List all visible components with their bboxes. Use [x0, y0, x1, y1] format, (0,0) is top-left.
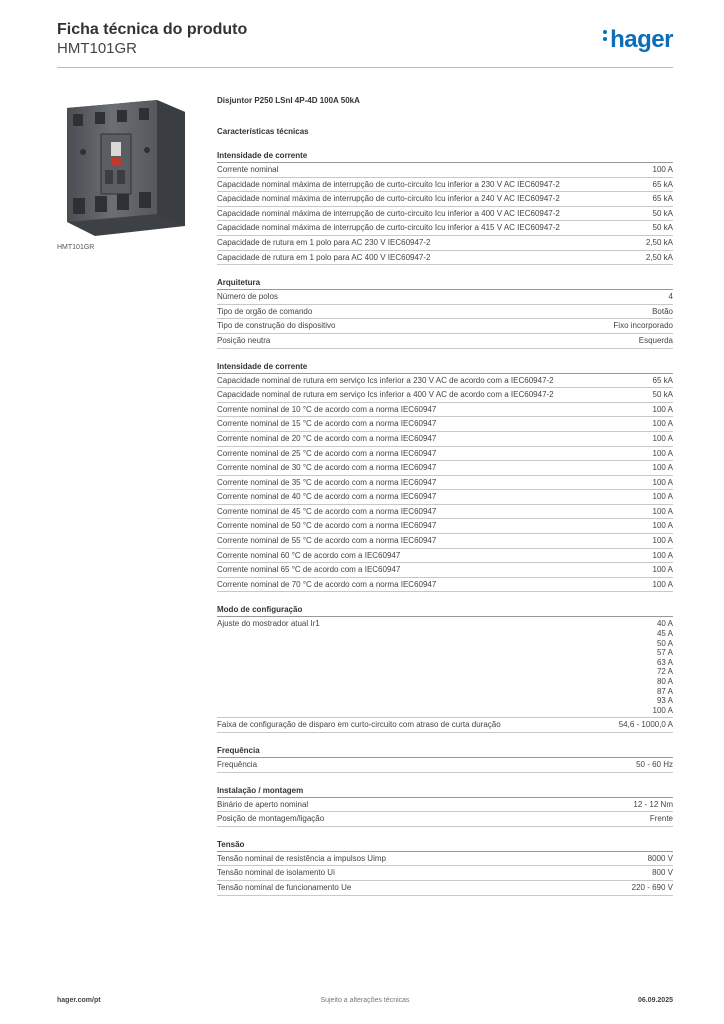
- spec-value: [632, 883, 673, 893]
- spec-label: Capacidade nominal máxima de interrupção de curto-circuito Icu inferior a 415 V AC IEC60947-2: [217, 223, 560, 233]
- spec-value: [653, 565, 673, 575]
- spec-value: [653, 405, 673, 415]
- spec-value: [646, 238, 673, 248]
- spec-value-item: 80 A: [656, 677, 673, 686]
- spec-label: Capacidade nominal máxima de interrupção de curto-circuito Icu inferior a 400 V AC IEC60947-2: [217, 208, 560, 218]
- spec-value: [653, 463, 673, 473]
- spec-label: Corrente nominal de 55 °C de acordo com a norma IEC60947: [217, 536, 437, 546]
- spec-value-item: 87 A: [656, 686, 673, 696]
- spec-group-title: Intensidade de corrente: [217, 150, 673, 163]
- spec-value: [633, 800, 673, 810]
- spec-row: [217, 617, 673, 718]
- spec-value: [648, 854, 673, 864]
- spec-row: [217, 866, 673, 881]
- spec-group-title: Frequência: [217, 745, 673, 758]
- spec-value-item: 50 - 60 Hz: [636, 759, 673, 769]
- spec-value-item: 65 kA: [652, 375, 673, 385]
- spec-row: [217, 221, 673, 236]
- spec-row: [217, 305, 673, 320]
- spec-row: [217, 798, 673, 813]
- document-title: Ficha técnica do produto: [57, 21, 248, 38]
- spec-label: Tensão nominal de isolamento Ui: [217, 868, 335, 878]
- spec-row: [217, 403, 673, 418]
- spec-row: [217, 519, 673, 534]
- spec-value-item: 100 A: [652, 165, 673, 174]
- spec-value: [669, 292, 673, 302]
- spec-value-item: 100 A: [652, 536, 673, 546]
- spec-value-item: 100 A: [652, 448, 673, 458]
- spec-row: [217, 549, 673, 564]
- spec-value-item: Esquerda: [638, 335, 673, 345]
- spec-label: Corrente nominal de 45 °C de acordo com a norma IEC60947: [217, 506, 437, 516]
- spec-value: [653, 507, 673, 517]
- spec-value: [653, 434, 673, 444]
- spec-value: [613, 321, 673, 331]
- spec-value-item: 220 - 690 V: [631, 882, 673, 892]
- page-header: [57, 20, 673, 58]
- spec-value: [653, 419, 673, 429]
- spec-row: [217, 178, 673, 193]
- spec-value-item: 65 kA: [652, 194, 673, 204]
- spec-value: [653, 165, 673, 175]
- spec-value: [653, 194, 673, 204]
- spec-value-item: 100 A: [652, 521, 673, 531]
- spec-value: [653, 180, 673, 190]
- spec-group: [217, 785, 673, 827]
- spec-group-title: Instalação / montagem: [217, 785, 673, 798]
- spec-group: [217, 150, 673, 265]
- spec-group: [217, 604, 673, 733]
- spec-label: Tipo de orgão de comando: [217, 306, 313, 316]
- spec-value: [639, 336, 673, 346]
- spec-value: [653, 551, 673, 561]
- spec-value-item: 100 A: [652, 705, 673, 715]
- spec-row: [217, 563, 673, 578]
- spec-label: Ajuste do mostrador atual Ir1: [217, 619, 320, 629]
- spec-group-title: Tensão: [217, 839, 673, 852]
- spec-value: [653, 209, 673, 219]
- spec-value: [653, 536, 673, 546]
- spec-row: [217, 505, 673, 520]
- spec-value-item: Fixo incorporado: [613, 321, 673, 331]
- spec-row: [217, 461, 673, 476]
- spec-label: Capacidade de rutura em 1 polo para AC 230 V IEC60947-2: [217, 237, 431, 247]
- spec-value-item: 100 A: [652, 419, 673, 429]
- spec-label: Posição de montagem/ligação: [217, 814, 325, 824]
- spec-label: Corrente nominal 65 °C de acordo com a IEC60947: [217, 565, 401, 575]
- spec-row: [217, 476, 673, 491]
- product-name: Disjuntor P250 LSnI 4P-4D 100A 50kA: [217, 96, 360, 105]
- spec-row: [217, 290, 673, 305]
- spec-value-item: 100 A: [652, 477, 673, 487]
- spec-value-item: 4: [668, 292, 673, 302]
- spec-label: Corrente nominal: [217, 165, 279, 174]
- spec-value: [653, 376, 673, 386]
- spec-value: [650, 814, 673, 824]
- spec-value: [653, 619, 673, 715]
- spec-value-item: 100 A: [652, 433, 673, 443]
- spec-value: [653, 390, 673, 400]
- spec-row: [217, 236, 673, 251]
- spec-value-item: Botão: [652, 306, 673, 316]
- header-divider: [57, 67, 673, 68]
- spec-label: Corrente nominal de 70 °C de acordo com a norma IEC60947: [217, 579, 437, 589]
- spec-value-item: 12 - 12 Nm: [633, 799, 673, 809]
- spec-label: Faixa de configuração de disparo em curto-circuito com atraso de curta duração: [217, 720, 501, 730]
- footer-date: 06.09.2025: [637, 997, 673, 1004]
- spec-row: [217, 578, 673, 593]
- spec-value-item: 100 A: [652, 404, 673, 414]
- spec-value-item: 100 A: [652, 506, 673, 516]
- spec-row: [217, 334, 673, 349]
- spec-row: [217, 319, 673, 334]
- spec-group: [217, 277, 673, 348]
- spec-row: [217, 812, 673, 827]
- spec-value-item: 63 A: [656, 657, 673, 667]
- spec-label: Corrente nominal de 40 °C de acordo com a norma IEC60947: [217, 492, 437, 502]
- spec-value-item: 54,6 - 1000,0 A: [618, 720, 673, 730]
- spec-row: [217, 251, 673, 266]
- footer-note: Sujeito a alterações técnicas: [320, 997, 410, 1004]
- spec-label: Capacidade nominal máxima de interrupção de curto-circuito Icu inferior a 240 V AC IEC60947-2: [217, 194, 560, 204]
- spec-sheet: [217, 96, 673, 896]
- spec-group-title: Modo de configuração: [217, 604, 673, 617]
- spec-value: [619, 720, 673, 730]
- spec-value-item: 100 A: [652, 565, 673, 575]
- spec-value-item: 8000 V: [647, 853, 673, 863]
- spec-value-item: 50 A: [656, 638, 673, 648]
- spec-group: [217, 361, 673, 593]
- spec-row: [217, 163, 673, 178]
- product-image: [57, 94, 197, 239]
- spec-value: [653, 580, 673, 590]
- spec-row: [217, 447, 673, 462]
- spec-label: Tensão nominal de resistência a impulsos Uimp: [217, 853, 386, 863]
- logo-dots-icon: [603, 27, 608, 44]
- spec-row: [217, 758, 673, 773]
- spec-row: [217, 432, 673, 447]
- spec-label: Corrente nominal de 30 °C de acordo com a norma IEC60947: [217, 463, 437, 473]
- spec-group-title: Intensidade de corrente: [217, 361, 673, 374]
- spec-value: [646, 253, 673, 263]
- spec-row: [217, 388, 673, 403]
- spec-value-item: 65 kA: [652, 179, 673, 189]
- spec-label: Corrente nominal de 50 °C de acordo com a norma IEC60947: [217, 521, 437, 531]
- spec-label: Corrente nominal de 20 °C de acordo com a norma IEC60947: [217, 433, 437, 443]
- spec-value-item: 45 A: [656, 629, 673, 639]
- spec-row: [217, 534, 673, 549]
- spec-value-item: 2,50 kA: [645, 237, 673, 247]
- spec-label: Corrente nominal 60 °C de acordo com a IEC60947: [217, 550, 401, 560]
- spec-value-item: 2,50 kA: [645, 252, 673, 262]
- spec-group: [217, 745, 673, 773]
- spec-value-item: 800 V: [652, 868, 673, 878]
- spec-label: Binário de aperto nominal: [217, 799, 309, 809]
- spec-value: [636, 760, 673, 770]
- spec-label: Capacidade nominal de rutura em serviço Ics inferior a 230 V AC de acordo com a IEC60947-2: [217, 375, 554, 385]
- footer-website: hager.com/pt: [57, 997, 101, 1004]
- spec-label: Frequência: [217, 759, 258, 769]
- spec-value: [652, 868, 673, 878]
- spec-group-title: Arquitetura: [217, 277, 673, 290]
- section-title: Características técnicas: [217, 127, 309, 136]
- spec-label: Posição neutra: [217, 335, 271, 345]
- spec-value-item: Frente: [649, 814, 673, 824]
- spec-label: Capacidade de rutura em 1 polo para AC 400 V IEC60947-2: [217, 252, 431, 262]
- image-caption: HMT101GR: [57, 244, 95, 251]
- spec-value: [653, 492, 673, 502]
- spec-value-item: 100 A: [652, 492, 673, 502]
- spec-label: Corrente nominal de 35 °C de acordo com a norma IEC60947: [217, 477, 437, 487]
- logo-text: hager: [610, 26, 673, 53]
- spec-row: [217, 852, 673, 867]
- spec-groups: [217, 150, 673, 896]
- spec-value: [653, 478, 673, 488]
- spec-value-item: 40 A: [656, 619, 673, 629]
- spec-label: Capacidade nominal máxima de interrupção de curto-circuito Icu inferior a 230 V AC IEC60947-2: [217, 179, 560, 189]
- spec-value: [653, 449, 673, 459]
- spec-label: Corrente nominal de 15 °C de acordo com a norma IEC60947: [217, 419, 437, 429]
- spec-label: Corrente nominal de 25 °C de acordo com a norma IEC60947: [217, 448, 437, 458]
- spec-label: Corrente nominal de 10 °C de acordo com a norma IEC60947: [217, 404, 437, 414]
- spec-row: [217, 192, 673, 207]
- spec-row: [217, 374, 673, 389]
- spec-label: Capacidade nominal de rutura em serviço Ics inferior a 400 V AC de acordo com a IEC60947-2: [217, 390, 554, 400]
- spec-row: [217, 207, 673, 222]
- hager-logo: [603, 26, 673, 54]
- spec-value-item: 72 A: [656, 667, 673, 677]
- spec-value-item: 100 A: [652, 463, 673, 473]
- spec-group: [217, 839, 673, 896]
- spec-value: [652, 307, 673, 317]
- spec-value-item: 50 kA: [652, 208, 673, 218]
- spec-label: Tipo de construção do dispositivo: [217, 321, 336, 331]
- spec-value-item: 100 A: [652, 550, 673, 560]
- spec-label: Número de polos: [217, 292, 278, 302]
- spec-label: Tensão nominal de funcionamento Ue: [217, 882, 352, 892]
- spec-value: [653, 521, 673, 531]
- spec-value-item: 100 A: [652, 579, 673, 589]
- product-reference: HMT101GR: [57, 40, 138, 57]
- spec-row: [217, 490, 673, 505]
- spec-value-item: 50 kA: [652, 223, 673, 233]
- spec-value-item: 93 A: [656, 696, 673, 706]
- spec-row: [217, 718, 673, 733]
- spec-value-item: 50 kA: [652, 390, 673, 400]
- spec-value-item: 57 A: [656, 648, 673, 658]
- spec-row: [217, 417, 673, 432]
- spec-value: [653, 223, 673, 233]
- spec-row: [217, 881, 673, 896]
